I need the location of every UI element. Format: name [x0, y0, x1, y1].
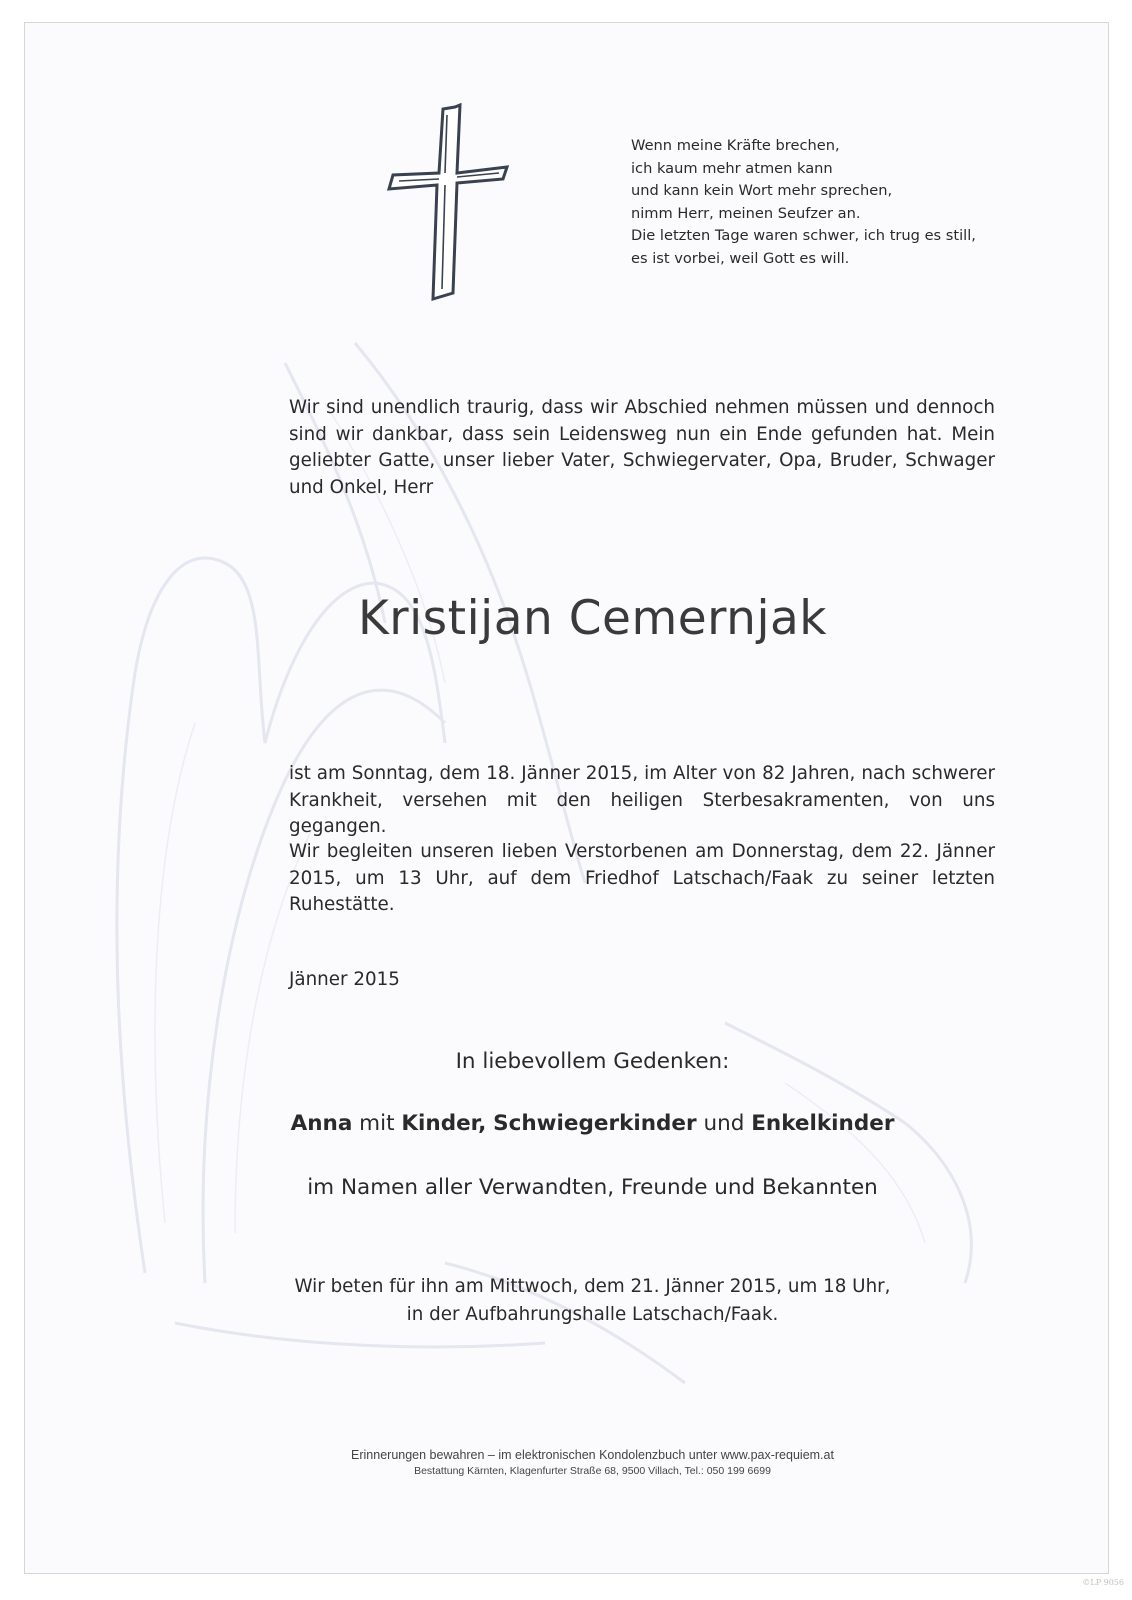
notice-date: Jänner 2015 [289, 969, 400, 990]
cross-icon [385, 103, 515, 303]
print-code: ©LP 9056 [1082, 1578, 1124, 1587]
prayer-line: in der Aufbahrungshalle Latschach/Faak. [406, 1304, 779, 1325]
intro-paragraph: Wir sind unendlich traurig, dass wir Abschied nehmen müssen und dennoch sind wir dankbar, dass sein Leidensweg nun ein Ende gefunden hat. Mein geliebter Gatte, unser lieber Vater, Schwiegervater, Opa, Bruder, Schwager und Onkel, Herr [289, 397, 995, 498]
family-line [25, 1109, 1108, 1139]
verse-line: Wenn meine Kräfte brechen, [631, 137, 840, 154]
family-name-enkelkinder: Enkelkinder [751, 1111, 895, 1136]
prayer-notice [25, 1273, 1108, 1329]
verse-line: nimm Herr, meinen Seufzer an. [631, 204, 861, 222]
family-name-schwiegerkinder: Schwiegerkinder [493, 1111, 697, 1136]
prayer-line: Wir beten für ihn am Mittwoch, dem 21. Jänner 2015, um 18 Uhr, [294, 1276, 891, 1297]
verse-line: und kann kein Wort mehr sprechen, [631, 182, 893, 199]
family-conjunction: und [703, 1111, 745, 1136]
footer-condolence-line: Erinnerungen bewahren – im elektronischen Kondolenzbuch unter www.pax-requiem.at [351, 1448, 834, 1462]
deceased-name: Kristijan Cemernjak [357, 591, 828, 646]
memory-heading: In liebevollem Gedenken: [455, 1049, 730, 1074]
family-name-kinder: Kinder, [401, 1111, 487, 1136]
funeral-notice: Wir begleiten unseren lieben Verstorbenen am Donnerstag, dem 22. Jänner 2015, um 13 Uhr, auf dem Friedhof Latschach/Faak zu seiner letzten Ruhestätte. [289, 841, 995, 915]
verse-line: Die letzten Tage waren schwer, ich trug es still, [631, 227, 976, 244]
verse-line: ich kaum mehr atmen kann [631, 159, 833, 177]
relatives-line: im Namen aller Verwandten, Freunde und Bekannten [307, 1175, 878, 1200]
verse-line: es ist vorbei, weil Gott es will. [631, 249, 850, 267]
footer-address-line: Bestattung Kärnten, Klagenfurter Straße 68, 9500 Villach, Tel.: 050 199 6699 [414, 1465, 771, 1477]
footer [25, 1447, 1108, 1479]
family-name-anna: Anna [290, 1111, 353, 1136]
verse-block [631, 135, 1031, 270]
death-notice: ist am Sonntag, dem 18. Jänner 2015, im Alter von 82 Jahren, nach schwerer Krankheit, versehen mit den heiligen Sterbesakramenten, von uns gegangen. [289, 763, 995, 837]
family-conjunction: mit [359, 1111, 395, 1136]
obituary-page [24, 22, 1109, 1574]
